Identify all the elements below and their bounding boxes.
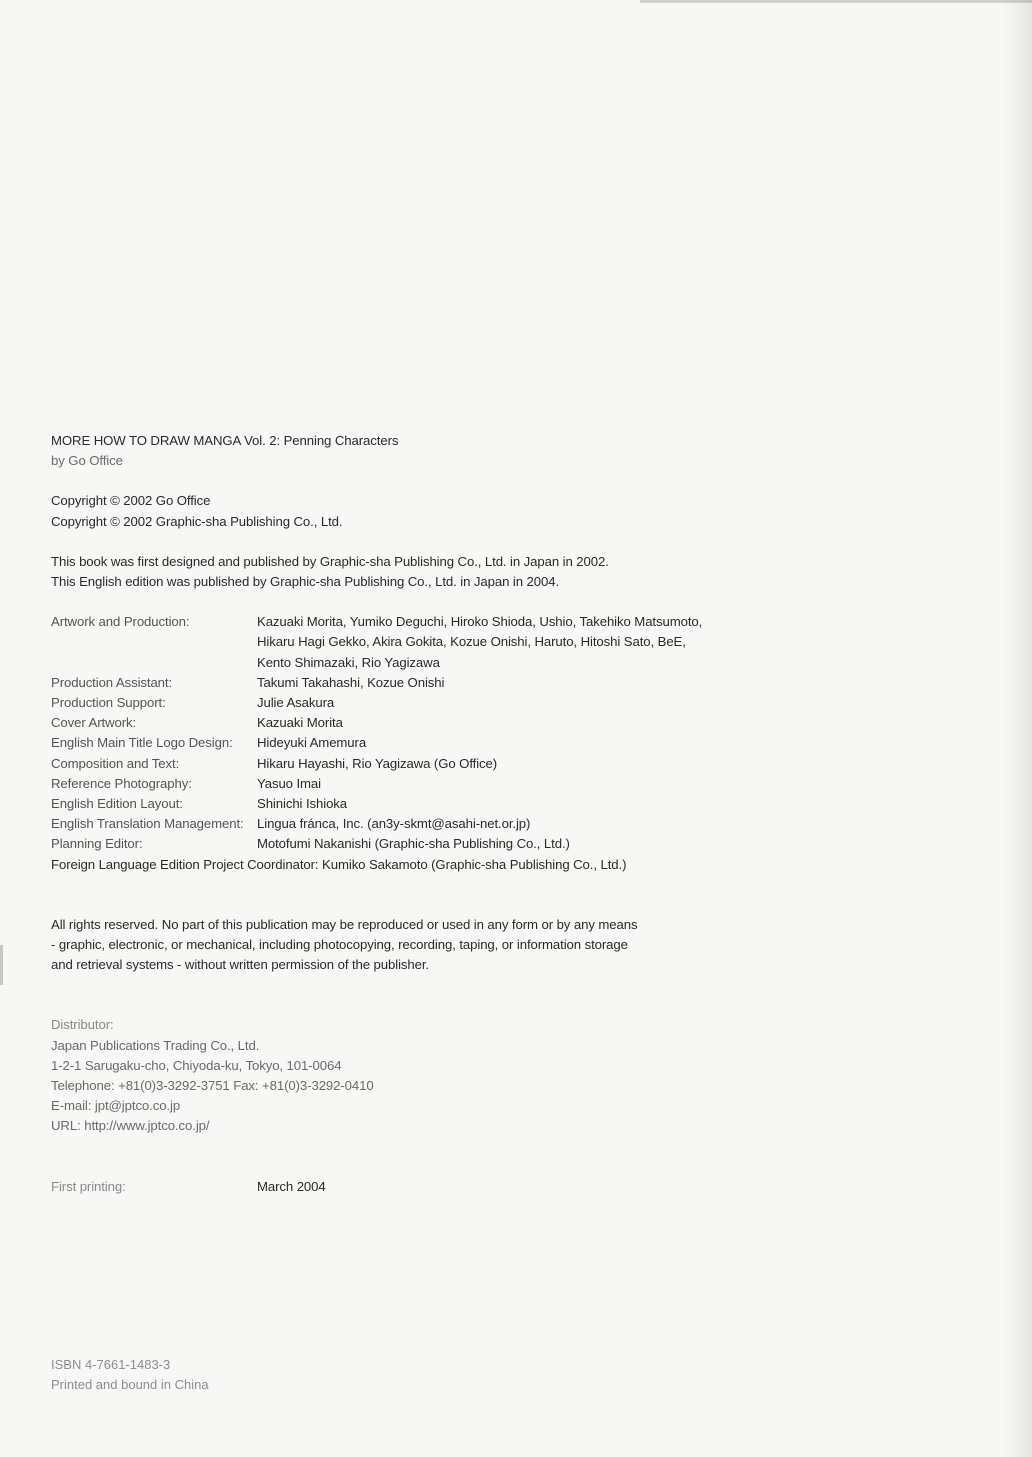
isbn-number: ISBN 4-7661-1483-3 bbox=[51, 1357, 171, 1372]
credit-name-line: Kazuaki Morita, Yumiko Deguchi, Hiroko Shioda, Ushio, Takehiko Matsumoto, bbox=[257, 614, 703, 630]
rights-line: All rights reserved. No part of this publication may be reproduced or used in any form or by any means bbox=[51, 916, 638, 932]
credit-row bbox=[51, 754, 771, 774]
credit-role: Planning Editor: bbox=[51, 836, 143, 852]
distributor-line: E-mail: jpt@jptco.co.jp bbox=[51, 1098, 181, 1114]
credit-name-line: Kento Shimazaki, Rio Yagizawa bbox=[257, 654, 440, 670]
first-printing bbox=[51, 1177, 771, 1197]
credit-row bbox=[51, 673, 771, 693]
book-author: by Go Office bbox=[51, 453, 123, 469]
credit-row bbox=[51, 834, 771, 854]
title-block bbox=[51, 431, 771, 471]
distributor-line: Japan Publications Trading Co., Ltd. bbox=[51, 1037, 260, 1053]
first-printing-label: First printing: bbox=[51, 1178, 126, 1194]
credit-role: Reference Photography: bbox=[51, 775, 192, 791]
credit-row bbox=[51, 693, 771, 713]
credit-role: Production Support: bbox=[51, 695, 166, 711]
credit-role: English Edition Layout: bbox=[51, 796, 183, 812]
credit-names bbox=[257, 612, 771, 673]
project-coordinator: Foreign Language Edition Project Coordinator: Kumiko Sakamoto (Graphic-sha Publishing Co., Ltd.) bbox=[51, 856, 627, 872]
page-edge-shadow bbox=[640, 0, 1032, 3]
credit-name-line: Hideyuki Amemura bbox=[257, 735, 367, 751]
credit-name-line: Hikaru Hayashi, Rio Yagizawa (Go Office) bbox=[257, 755, 498, 771]
credit-row bbox=[51, 733, 771, 753]
copyright-block bbox=[51, 491, 771, 531]
credit-name-line: Takumi Takahashi, Kozue Onishi bbox=[257, 674, 445, 690]
credit-name-line: Motofumi Nakanishi (Graphic-sha Publishing Co., Ltd.) bbox=[257, 836, 570, 852]
credit-row bbox=[51, 794, 771, 814]
scan-mark bbox=[0, 945, 3, 985]
rights-block bbox=[51, 915, 771, 976]
copyright-line: Copyright © 2002 Graphic-sha Publishing Co., Ltd. bbox=[51, 513, 343, 529]
isbn-block bbox=[51, 1355, 209, 1395]
credit-row bbox=[51, 612, 771, 673]
credit-name-line: Lingua fránca, Inc. (an3y-skmt@asahi-net.or.jp) bbox=[257, 816, 531, 832]
page-binding-shadow bbox=[1002, 0, 1032, 1457]
distributor-label: Distributor: bbox=[51, 1017, 114, 1033]
credit-role: Artwork and Production: bbox=[51, 614, 190, 630]
distributor-line: 1-2-1 Sarugaku-cho, Chiyoda-ku, Tokyo, 101-0064 bbox=[51, 1057, 342, 1073]
credit-row bbox=[51, 774, 771, 794]
credit-role: English Main Title Logo Design: bbox=[51, 735, 233, 751]
credit-role: Cover Artwork: bbox=[51, 715, 137, 731]
credit-name-line: Shinichi Ishioka bbox=[257, 796, 348, 812]
distributor-block bbox=[51, 1015, 771, 1136]
credit-name-line: Kazuaki Morita bbox=[257, 715, 343, 731]
credit-row bbox=[51, 814, 771, 834]
credit-name-line: Julie Asakura bbox=[257, 695, 335, 711]
book-title: MORE HOW TO DRAW MANGA Vol. 2: Penning Characters bbox=[51, 433, 399, 448]
credit-role: Composition and Text: bbox=[51, 755, 180, 771]
credit-name-line: Yasuo Imai bbox=[257, 775, 321, 791]
colophon bbox=[51, 431, 771, 1197]
rights-line: - graphic, electronic, or mechanical, including photocopying, recording, taping, or information storage bbox=[51, 937, 628, 953]
rights-line: and retrieval systems - without written permission of the publisher. bbox=[51, 957, 430, 973]
credit-row bbox=[51, 713, 771, 733]
credit-role: English Translation Management: bbox=[51, 816, 244, 832]
credit-name-line: Hikaru Hagi Gekko, Akira Gokita, Kozue Onishi, Haruto, Hitoshi Sato, BeE, bbox=[257, 634, 686, 650]
first-printing-date: March 2004 bbox=[257, 1178, 326, 1194]
distributor-line: Telephone: +81(0)3-3292-3751 Fax: +81(0)3-3292-0410 bbox=[51, 1078, 374, 1094]
credit-role: Production Assistant: bbox=[51, 674, 173, 690]
publication-line: This English edition was published by Graphic-sha Publishing Co., Ltd. in Japan in 2004. bbox=[51, 574, 560, 590]
distributor-line: URL: http://www.jptco.co.jp/ bbox=[51, 1118, 210, 1134]
printed-in: Printed and bound in China bbox=[51, 1377, 209, 1392]
credits-block bbox=[51, 612, 771, 875]
publication-line: This book was first designed and published by Graphic-sha Publishing Co., Ltd. in Japan in 2002. bbox=[51, 553, 609, 569]
publication-block bbox=[51, 552, 771, 592]
copyright-line: Copyright © 2002 Go Office bbox=[51, 493, 211, 509]
